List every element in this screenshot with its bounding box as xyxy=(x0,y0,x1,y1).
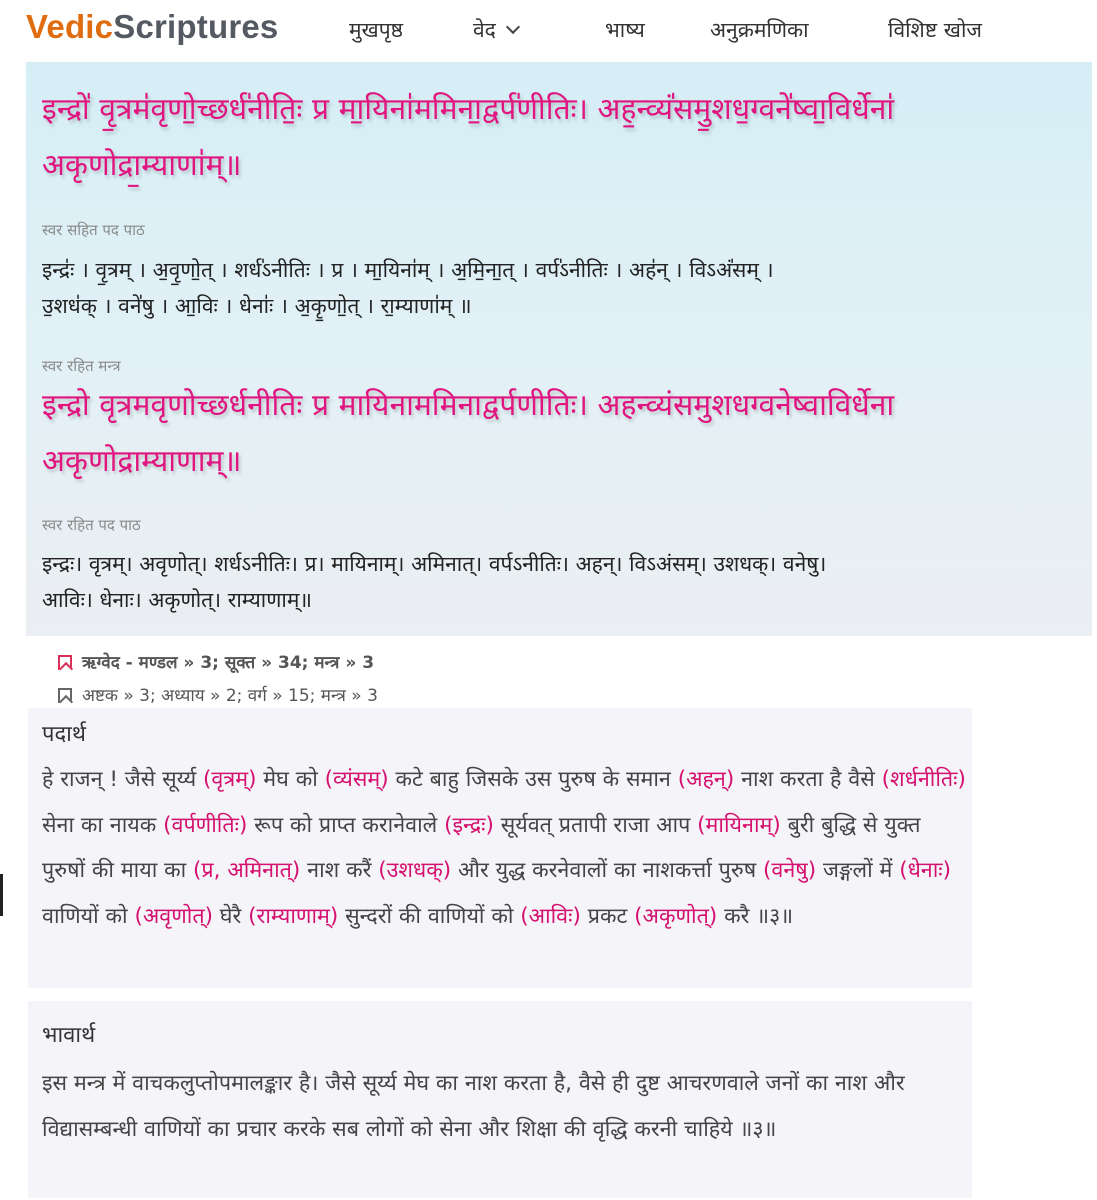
padarth-segment: वाणियों को xyxy=(42,903,135,929)
padarth-segment: सेना का नायक xyxy=(42,812,164,838)
site-logo[interactable]: VedicScriptures xyxy=(26,8,279,45)
padpath-asvar-line2: आविः। धेनाः। अकृणोत्। राम्याणाम्॥ xyxy=(42,588,312,612)
mantra-sasvar-line2: अकृणोद्रा॒म्याणा॑म्॥ xyxy=(42,148,242,183)
padarth-segment: नाश करैं xyxy=(300,858,379,883)
reference-mandal[interactable]: ऋग्वेद - मण्डल » 3; सूक्त » 34; मन्त्र » 3 xyxy=(58,650,374,673)
padarth-term: (वृत्रम्) xyxy=(203,767,257,792)
padarth-segment: बुरी बुद्धि से युक्त पुरुषों की माया का xyxy=(42,812,921,883)
mantra-asvar-line1: इन्द्रो वृत्रमवृणोच्छर्धनीतिः प्र मायिनाममिनाद्वर्पणीतिः। अहन्व्यंसमुशधग्वनेष्वाविर्धेना xyxy=(42,388,895,423)
side-scroll-marker xyxy=(0,874,3,916)
nav-index[interactable]: अनुक्रमणिका xyxy=(710,18,809,42)
padarth-segment: प्रकट xyxy=(580,903,635,929)
padarth-term: (व्यंसम्) xyxy=(324,767,389,792)
site-header xyxy=(0,0,1097,62)
padarth-term: (अकृणोत्) xyxy=(634,903,718,929)
padarth-segment: घेरै xyxy=(212,903,249,929)
padarth-segment: करै ॥३॥ xyxy=(717,903,794,929)
padarth-segment: हे राजन् ! जैसे सूर्य्य xyxy=(42,767,203,792)
bhavarth-text: इस मन्त्र में वाचकलुप्तोपमालङ्कार है। जैसे सूर्य्य मेघ का नाश करता है, वैसे ही दुष्ट आचरणवाले जनों का नाश और विद्यासम्बन्धी वाणियों का प्रचार करके सब लोगों को सेना और शिक्षा की वृद्धि करनी चाहिये ॥३॥ xyxy=(42,1071,905,1142)
mantra-sasvar xyxy=(42,82,1082,194)
padarth-segment: रूप को प्राप्त करानेवाले xyxy=(247,812,445,838)
padpath-asvar xyxy=(42,546,1082,618)
nav-ved[interactable] xyxy=(473,16,518,44)
reference-ashtak[interactable]: अष्टक » 3; अध्याय » 2; वर्ग » 15; मन्त्र » 3 xyxy=(58,683,378,706)
padarth-term: (धेनाः) xyxy=(899,858,952,883)
mantra-asvar-label: स्वर रहित मन्त्र xyxy=(42,357,121,375)
padarth-text xyxy=(42,757,967,939)
padarth-segment: नाश करता है वैसे xyxy=(734,767,882,792)
padpath-sasvar-line2: उ॒शध॑क् । वने॑षु । आ॒विः । धेनाः॑ । अ॒कृ॒णो॒त् । रा॒म्याणा॑म् ॥ xyxy=(42,294,472,318)
nav-bhashya[interactable]: भाष्य xyxy=(605,18,645,42)
padarth-term: (वर्पणीतिः) xyxy=(163,812,248,838)
padarth-term: (अहन्) xyxy=(677,767,735,792)
padarth-term: (मायिनाम्) xyxy=(697,812,781,838)
padpath-asvar-label: स्वर रहित पद पाठ xyxy=(42,516,141,534)
padarth-segment: जङ्गलों में xyxy=(816,858,900,883)
mantra-sasvar-line1: इन्द्रो॑ वृ॒त्रम॑वृणो॒च्छर्ध॑नीतिः॒ प्र मा॒यिना॑ममिना॒द्वर्प॑णीतिः। अह॒न्व्यं॑समु॒शध॒ग्वने॑ष्वा॒विर्धेना॑ xyxy=(42,92,895,127)
padarth-term: (अवृणोत्) xyxy=(134,903,213,929)
bhavarth-box xyxy=(28,1001,972,1198)
padarth-segment: सुन्दरों की वाणियों को xyxy=(338,903,521,929)
padpath-sasvar-line1: इन्द्रः॑ । वृ॒त्रम् । अ॒वृ॒णो॒त् । शर्ध॑ऽनीतिः । प्र । मा॒यिना॑म् । अ॒मि॒ना॒त् । वर्प॑ऽनीतिः । अह॑न् । विऽअं॑सम् । xyxy=(42,258,774,282)
padpath-sasvar xyxy=(42,252,1082,324)
bhavarth-title: भावार्थ xyxy=(42,1023,96,1048)
mantra-asvar-line2: अकृणोद्राम्याणाम्॥ xyxy=(42,444,242,479)
nav-special-search[interactable]: विशिष्ट खोज xyxy=(888,18,982,42)
padarth-term: (प्र, अमिनात्) xyxy=(193,858,301,883)
padarth-title: पदार्थ xyxy=(42,722,86,747)
padarth-term: (वनेषु) xyxy=(763,858,817,883)
nav-home[interactable]: मुखपृष्ठ xyxy=(349,18,404,42)
padarth-term: (शर्धनीतिः) xyxy=(881,767,966,792)
padarth-term: (राम्याणाम्) xyxy=(248,903,339,929)
bookmark-icon xyxy=(58,688,72,703)
padarth-term: (इन्द्रः) xyxy=(444,812,494,838)
padarth-term: (उशधक्) xyxy=(378,858,452,883)
padpath-asvar-line1: इन्द्रः। वृत्रम्। अवृणोत्। शर्धऽनीतिः। प्र। मायिनाम्। अमिनात्। वर्पऽनीतिः। अहन्। विऽअंसम्। उशधक्। वनेषु। xyxy=(42,552,827,576)
padpath-sasvar-label: स्वर सहित पद पाठ xyxy=(42,221,145,239)
padarth-term: (आविः) xyxy=(520,903,581,929)
mantra-panel xyxy=(26,62,1092,636)
padarth-segment: और युद्ध करनेवालों का नाशकर्त्ता पुरुष xyxy=(451,858,764,883)
chevron-down-icon xyxy=(506,20,520,34)
bookmark-icon xyxy=(58,655,72,670)
nav-ved-label: वेद xyxy=(473,18,496,42)
padarth-box xyxy=(28,708,972,988)
mantra-asvar xyxy=(42,378,1082,490)
padarth-segment: सूर्यवत् प्रतापी राजा आप xyxy=(493,812,698,838)
padarth-segment: मेघ को xyxy=(256,767,325,792)
padarth-segment: कटे बाहु जिसके उस पुरुष के समान xyxy=(388,767,678,792)
